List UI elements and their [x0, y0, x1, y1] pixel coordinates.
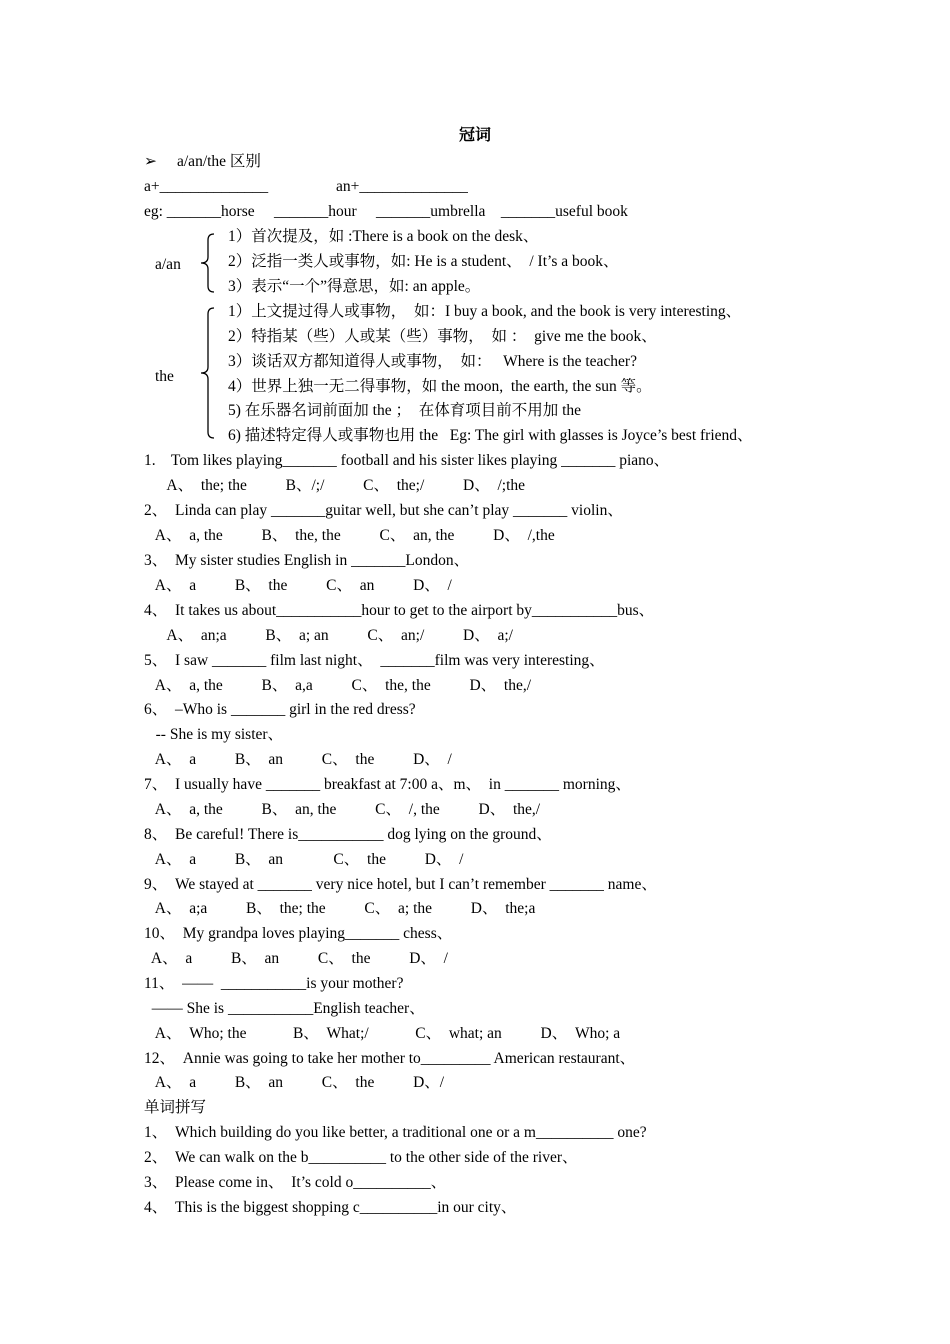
spelling-item: 3、 Please come in、 It’s cold o__________、	[144, 1174, 447, 1191]
spelling-item: 1、 Which building do you like better, a traditional one or a m__________ one?	[144, 1124, 647, 1141]
a-an-rule: 1）首次提及，如 :There is a book on the desk、	[228, 228, 539, 245]
question-text: -- She is my sister、	[144, 726, 284, 743]
question-text: 8、 Be careful! There is___________ dog lying on the ground、	[144, 826, 552, 843]
blank-a: a+______________	[144, 178, 269, 195]
the-rule: 4）世界上独一无二得事物，如 the moon, the earth, the sun 等。	[228, 378, 652, 395]
a-an-rule: 3）表示“一个”得意思，如: an apple。	[228, 278, 481, 295]
a-an-rule: 2）泛指一类人或事物，如: He is a student、 / It’s a book、	[228, 253, 619, 270]
bullet-icon: ➢	[144, 153, 157, 170]
question-text: 7、 I usually have _______ breakfast at 7:00 a、m、 in _______ morning、	[144, 776, 631, 793]
question-options: A、 a B、 an C、 the D、 /	[144, 751, 452, 768]
question-text: 3、 My sister studies English in _______London、	[144, 552, 470, 569]
question-options: A、 a, the B、 the, the C、 an, the D、 /,the	[144, 527, 555, 544]
question-text: 9、 We stayed at _______ very nice hotel, but I can’t remember _______ name、	[144, 876, 657, 893]
example-line: eg: _______horse _______hour _______umbrella _______useful book	[144, 203, 628, 220]
the-rule: 1）上文提过得人或事物， 如：I buy a book, and the book is very interesting、	[228, 303, 742, 320]
the-rule: 3）谈话双方都知道得人或事物， 如： Where is the teacher?	[228, 353, 637, 370]
question-text: 10、 My grandpa loves playing_______ chess、	[144, 925, 453, 942]
spelling-item: 2、 We can walk on the b__________ to the other side of the river、	[144, 1149, 578, 1166]
spelling-heading: 单词拼写	[144, 1099, 207, 1116]
question-options: A、 a, the B、 an, the C、 /, the D、 the,/	[144, 801, 541, 818]
the-brace	[198, 306, 220, 440]
a-an-label: a/an	[155, 256, 181, 273]
the-label: the	[155, 368, 174, 385]
a-an-brace	[198, 232, 220, 294]
the-rule: 5) 在乐器名词前面加 the ； 在体育项目前不用加 the	[228, 402, 582, 419]
question-text: 6、 –Who is _______ girl in the red dress?	[144, 701, 416, 718]
the-rule: 6) 描述特定得人或事物也用 the Eg: The girl with glasses is Joyce’s best friend、	[228, 427, 753, 444]
question-options: A、 an;a B、 a; an C、 an;/ D、 a;/	[144, 627, 513, 644]
question-text: 12、 Annie was going to take her mother to_________ American restaurant、	[144, 1050, 636, 1067]
question-options: A、 Who; the B、 What;/ C、 what; an D、 Who; a	[144, 1025, 621, 1042]
question-options: A、 a, the B、 a,a C、 the, the D、 the,/	[144, 677, 532, 694]
question-text: 11、 —— ___________is your mother?	[144, 975, 404, 992]
question-text: 2、 Linda can play _______guitar well, but she can’t play _______ violin、	[144, 502, 623, 519]
spelling-item: 4、 This is the biggest shopping c__________in our city、	[144, 1199, 517, 1216]
question-text: 5、 I saw _______ film last night、 _______film was very interesting、	[144, 652, 605, 669]
the-rule: 2）特指某（些）人或某（些）事物， 如 ： give me the book、	[228, 328, 657, 345]
question-text: 1. Tom likes playing_______ football and his sister likes playing _______ piano、	[144, 452, 670, 469]
page-title: 冠词	[458, 127, 491, 144]
question-options: A、 a B、 an C、 the D、/	[144, 1074, 445, 1091]
question-options: A、 a B、 an C、 the D、 /	[144, 851, 464, 868]
question-options: A、 a B、 the C、 an D、 /	[144, 577, 452, 594]
question-text: —— She is ___________English teacher、	[144, 1000, 425, 1017]
question-options: A、 a;a B、 the; the C、 a; the D、 the;a	[144, 900, 536, 917]
section-heading: a/an/the 区别	[177, 153, 261, 170]
question-text: 4、 It takes us about___________hour to get to the airport by___________bus、	[144, 602, 655, 619]
blank-an: an+______________	[336, 178, 468, 195]
question-options: A、 a B、 an C、 the D、 /	[144, 950, 448, 967]
question-options: A、 the; the B、/;/ C、 the;/ D、 /;the	[144, 477, 526, 494]
